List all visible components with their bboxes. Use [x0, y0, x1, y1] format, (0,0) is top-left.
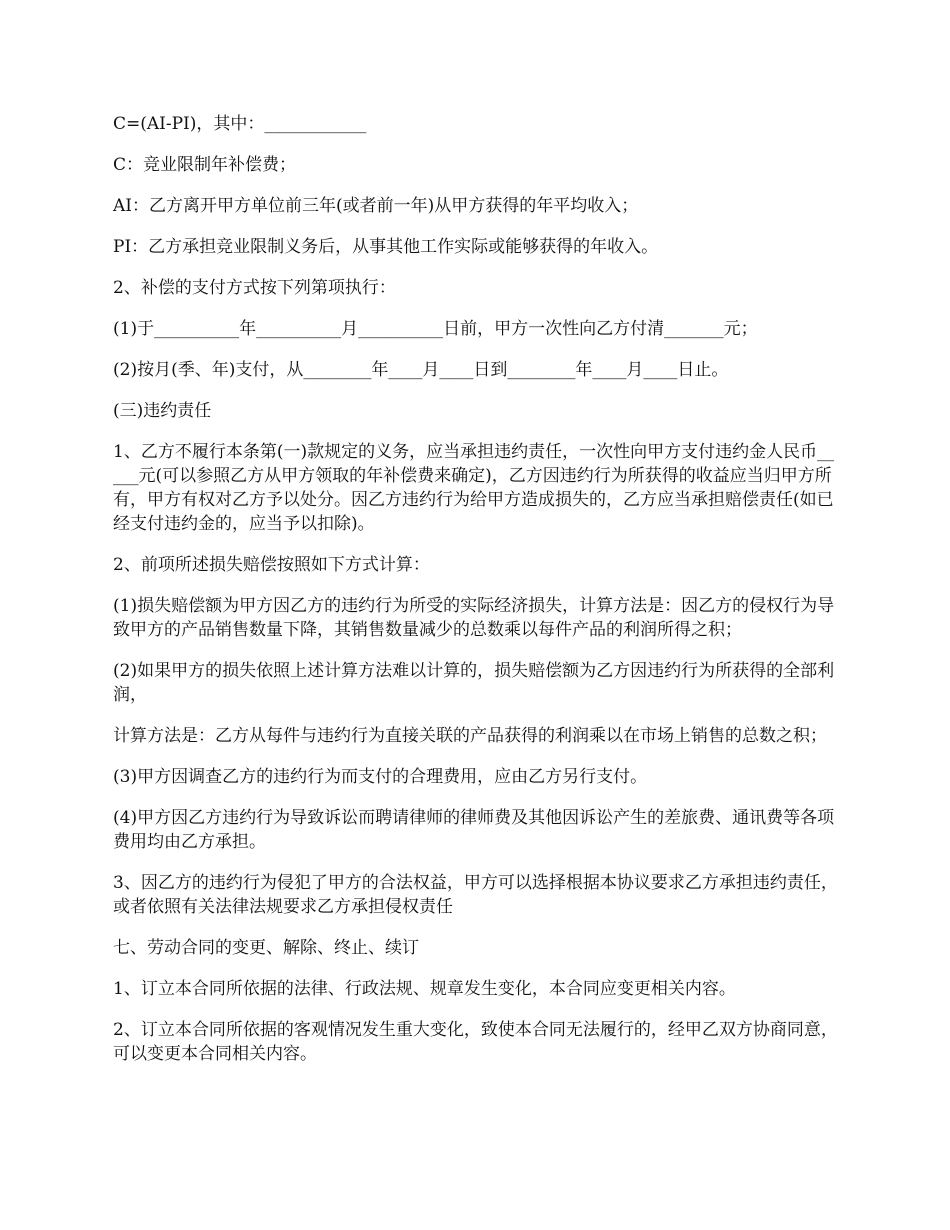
- formula-line: C=(AI-PI)，其中：____________: [113, 114, 367, 134]
- definition-pi: PI：乙方承担竞业限制义务后，从事其他工作实际或能够获得的年收入。: [113, 237, 659, 257]
- section-seven-heading: 七、劳动合同的变更、解除、终止、续订: [113, 938, 419, 958]
- change-clause-two: 2、订立本合同所依据的客观情况发生重大变化，致使本合同无法履行的，经甲乙双方协商同意，可以变更本合同相关内容。: [113, 1020, 838, 1064]
- liability-clause-three: 3、因乙方的违约行为侵犯了甲方的合法权益，甲方可以选择根据本协议要求乙方承担违约责任，或者依照有关法律法规要求乙方承担侵权责任: [113, 873, 838, 917]
- damages-method-one: (1)损失赔偿额为甲方因乙方的违约行为所受的实际经济损失，计算方法是：因乙方的侵权行为导致甲方的产品销售数量下降，其销售数量减少的总数乘以每件产品的利润所得之积；: [113, 596, 835, 640]
- change-clause-one: 1、订立本合同所依据的法律、行政法规、规章发生变化，本合同应变更相关内容。: [113, 979, 736, 999]
- liability-clause-one: 1、乙方不履行本条第(一)款规定的义务，应当承担违约责任，一次性向甲方支付违约金人民币_____元(可以参照乙方从甲方领取的年补偿费来确定)，乙方因违约行为所获得的收益应当归甲方所有，甲方有权对乙方予以处分。因乙方违约行为给甲方造成损失的，乙方应当承担赔偿责任(如已经支付违约金的，应当予以扣除)。: [113, 442, 835, 534]
- damages-calculation-heading: 2、前项所述损失赔偿按照如下方式计算：: [113, 555, 430, 575]
- payment-option-two: (2)按月(季、年)支付，从________年____月____日到________年____月____日止。: [113, 360, 729, 380]
- payment-option-one: (1)于__________年__________月__________日前，甲方一次性向乙方付清_______元；: [113, 319, 758, 339]
- document-body: [113, 112, 841, 1082]
- damages-method-two-calculation: 计算方法是：乙方从每件与违约行为直接关联的产品获得的利润乘以在市场上销售的总数之积；: [113, 726, 827, 746]
- damages-method-four: (4)甲方因乙方违约行为导致诉讼而聘请律师的律师费及其他因诉讼产生的差旅费、通讯费等各项费用均由乙方承担。: [113, 808, 835, 852]
- payment-method-heading: 2、补偿的支付方式按下列第项执行：: [113, 278, 396, 298]
- damages-method-two: (2)如果甲方的损失依照上述计算方法难以计算的，损失赔偿额为乙方因违约行为所获得的全部利润，: [113, 661, 835, 705]
- definition-c: C：竞业限制年补偿费；: [113, 155, 297, 175]
- damages-method-three: (3)甲方因调查乙方的违约行为而支付的合理费用，应由乙方另行支付。: [113, 767, 648, 787]
- liability-heading: (三)违约责任: [113, 401, 212, 421]
- definition-ai: AI：乙方离开甲方单位前三年(或者前一年)从甲方获得的年平均收入；: [113, 196, 639, 216]
